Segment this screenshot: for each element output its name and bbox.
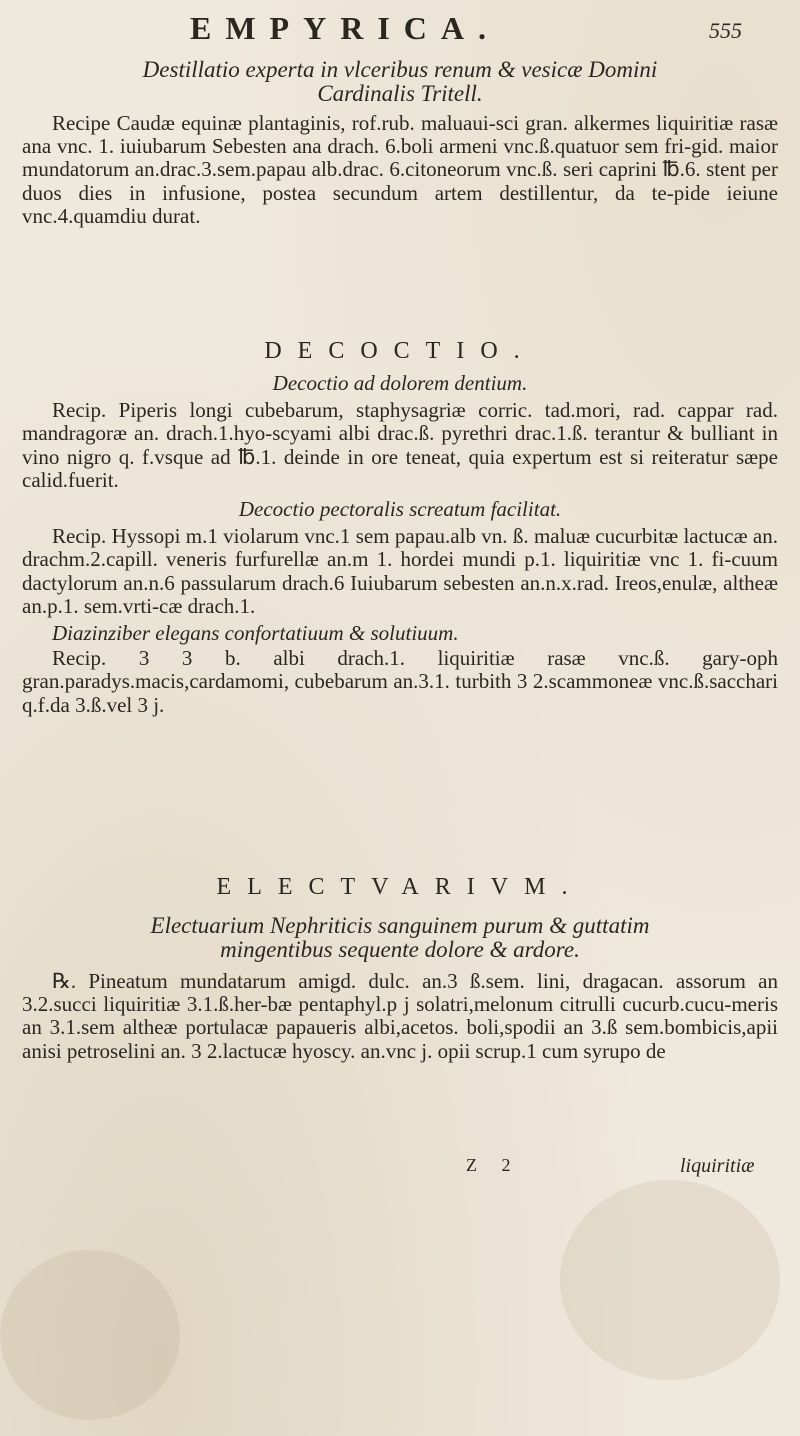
- recipe-title: Electuarium Nephriticis sanguinem purum & guttatim: [150, 913, 650, 938]
- recipe-paragraph: Recip. Hyssopi m.1 violarum vnc.1 sem papau.alb vn. ß. maluæ cucurbitæ lactucæ an. drachm.2.capill. veneris furfurellæ an.m 1. hordei mundi p.1. liquiritiæ vnc 1. fi-cuum dactylorum an.n.6 passularum drach.6 Iuiubarum sebesten an.n.x.rad. Ireos,enulæ, altheæ an.p.1. sem.vrti-cæ drach.1.: [22, 524, 778, 618]
- recipe-title: Destillatio experta in vlceribus renum & vesicæ Domini: [142, 57, 658, 82]
- recipe-title-line2: mingentibus sequente dolore & ardore.: [220, 937, 580, 962]
- running-head: EMPYRICA.: [190, 10, 500, 46]
- recipe-title: Diazinziber elegans confortatiuum & solutiuum.: [52, 621, 459, 646]
- section-decoctio: [22, 336, 778, 717]
- section-heading: ELECTVARIVM.: [216, 874, 584, 900]
- page-header: [0, 10, 800, 50]
- recipe-title-line2: Cardinalis Tritell.: [317, 81, 483, 106]
- page-number: 555: [709, 18, 742, 43]
- paper-stain: [560, 1180, 780, 1380]
- recipe-paragraph: Recip. 3 3 b. albi drach.1. liquiritiæ rasæ vnc.ß. gary-oph gran.paradys.macis,cardamomi, cubebarum an.3.1. turbith 3 2.scammoneæ vnc.ß.sacchari q.f.da 3.ß.vel 3 j.: [22, 646, 778, 717]
- recipe-paragraph: Recip. Piperis longi cubebarum, staphysagriæ corric. tad.mori, rad. cappar rad. mandragoræ an. drach.1.hyo-scyami albi drac.ß. pyrethri drac.1.ß. terantur & bulliant in vino nigro q. f.vsque ad ℔.1. deinde in ore teneat, quia expertum est si reiteratur sæpe calid.fuerit.: [22, 398, 778, 492]
- recipe-title: Decoctio ad dolorem dentium.: [272, 371, 528, 395]
- section-destillatio: [22, 58, 778, 228]
- recipe-paragraph: Recipe Caudæ equinæ plantaginis, rof.rub. maluaui-sci gran. alkermes liquiritiæ rasæ ana vnc. 1. iuiubarum Sebesten ana drach. 6.boli armeni vnc.ß.quatuor sem fri-gid. maior mundatorum an.drac.3.sem.papau alb.drac. 6.citoneorum vnc.ß. seri caprini ℔.6. stent per duos dies in infusione, postea secundum artem destillentur, da te-pide ieiune vnc.4.quamdiu durat.: [22, 111, 778, 228]
- catchword: liquiritiæ: [680, 1155, 755, 1177]
- signature-mark: Z 2: [466, 1155, 521, 1175]
- recipe-title: Decoctio pectoralis screatum facilitat.: [238, 497, 562, 522]
- section-electuarium: [22, 872, 778, 1063]
- section-heading: DECOCTIO.: [264, 338, 536, 364]
- paper-stain: [0, 1250, 180, 1420]
- recipe-paragraph: ℞. Pineatum mundatarum amigd. dulc. an.3 ß.sem. lini, dragacan. assorum an 3.2.succi liquiritiæ 3.1.ß.her-bæ pentaphyl.p j solatri,melonum citrulli cucurb.cucu-meris an 3.1.sem altheæ portulacæ papaueris albi,acetos. boli,spodii an 3.ß sem.bombicis,apii anisi petroselini an. 3 2.lactucæ hyoscy. an.vnc j. opii scrup.1 cum syrupo de: [22, 969, 778, 1063]
